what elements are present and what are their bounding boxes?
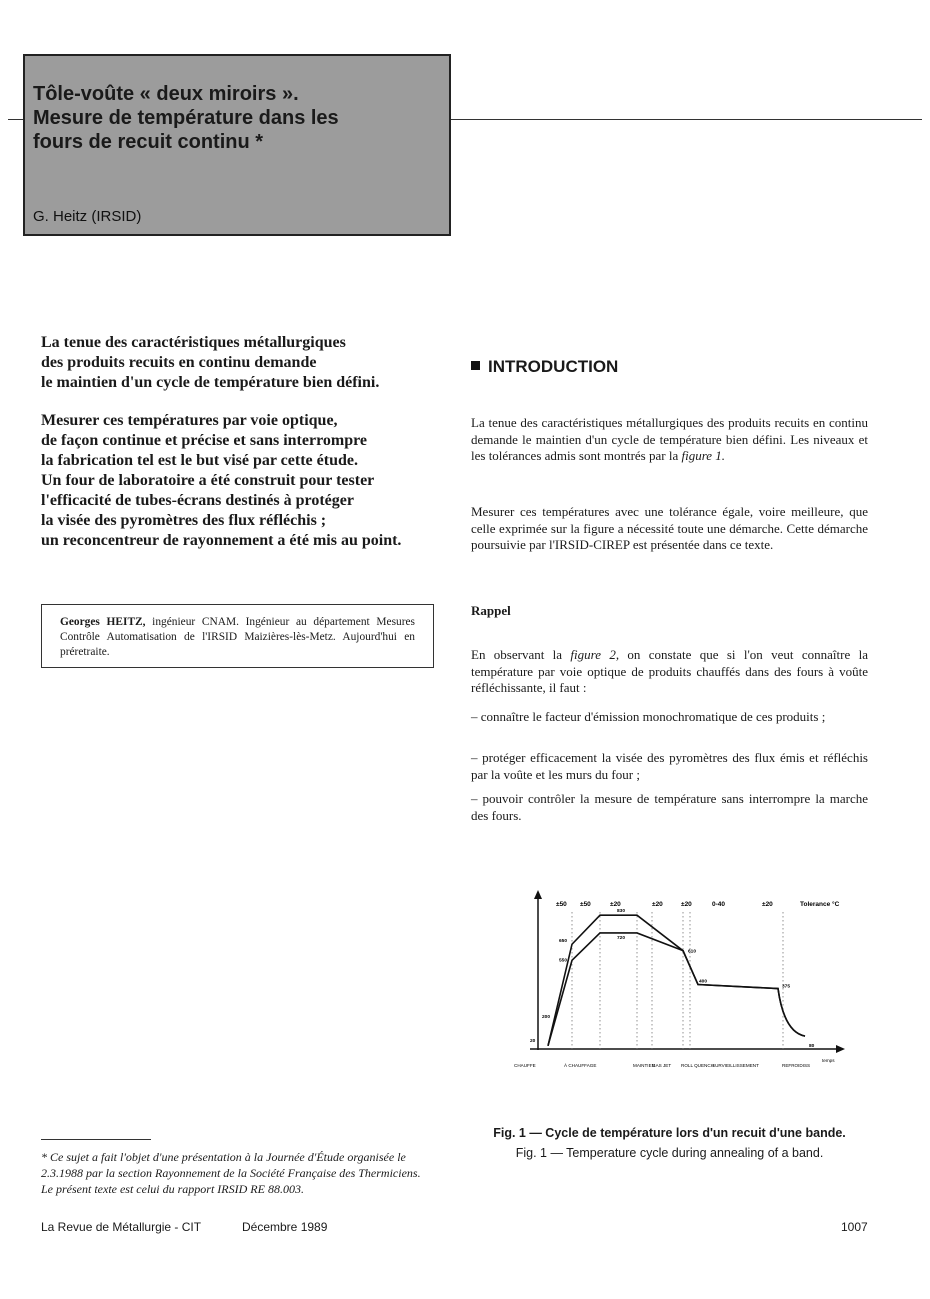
section-heading-rappel: Rappel [471,603,511,618]
bio-text: ingénieur CNAM. Ingénieur au département Mesures Contrôle Automatisation de l'IRSID Maizières-lès-Metz. Aujourd'hui en préretraite. [60,616,415,658]
tolerance-axis-label: Tolerance °C [800,901,840,908]
lead-line: des produits recuits en continu demande [41,354,317,371]
tolerance-label-4: ±20 [652,901,663,908]
temperature-series-line-1 [548,933,805,1046]
tolerance-label-7: ±20 [762,901,773,908]
point-value-label: 375 [782,984,791,990]
point-value-label: 830 [617,909,626,915]
phase-label: À CHAUFFAGE [564,1063,597,1068]
title-line-2: Mesure de température dans les [33,107,339,129]
figure-caption-fr: Fig. 1 — Cycle de température lors d'un recuit d'une bande. [493,1126,846,1140]
lead-line: le maintien d'un cycle de température bien défini. [41,374,380,391]
square-bullet-icon [471,361,480,370]
footer-journal: La Revue de Métallurgie - CIT [41,1220,202,1234]
intro-paragraph-2: Mesurer ces températures avec une tolérance égale, voire meilleure, que celle exprimée sur la figure a nécessité toute une démarche. Cette démarche poursuivie par l'IRSID-CIREP est présentée dans ce texte. [471,504,868,552]
lead-line: un reconcentreur de rayonnement a été mis au point. [41,532,402,549]
lead-line: la visée des pyromètres des flux réfléchis ; [41,512,327,529]
point-value-label: 550 [559,958,568,964]
figure-caption-en: Fig. 1 — Temperature cycle during annealing of a band. [515,1146,824,1160]
tolerance-label-2: ±50 [580,901,591,908]
y-axis-arrow-icon [534,890,542,899]
lead-line: de façon continue et précise et sans interrompre [41,432,368,449]
rappel-item-2: – protéger efficacement la visée des pyromètres des flux émis et réfléchis par la voûte et les murs du four ; [471,750,868,782]
title-line-1: Tôle-voûte « deux miroirs ». [33,83,299,105]
point-value-label: 200 [542,1015,551,1020]
footer-date: Décembre 1989 [242,1220,328,1234]
temperature-cycle-chart [500,890,860,1085]
rappel-item-1: – connaître le facteur d'émission monochromatique de ces produits ; [471,709,826,724]
point-value-label: 80 [809,1044,815,1049]
figure-reference: figure 2, [570,647,620,662]
rappel-item-3: – pouvoir contrôler la mesure de température sans interrompre la marche des fours. [471,791,868,823]
intro-paragraph-1: La tenue des caractéristiques métallurgiques des produits recuits en continu demande le maintien d'un cycle de température bien défini. Les niveaux et les tolérances admis sont montrés par la figure 1. [471,415,868,463]
phase-label: SURVIEILLISSEMENT [712,1063,759,1068]
point-value-label: 20 [530,1039,536,1044]
lead-line: l'efficacité de tubes-écrans destinés à protéger [41,492,354,509]
lead-line: Un four de laboratoire a été construit pour tester [41,472,375,489]
lead-line: la fabrication tel est le but visé par cette étude. [41,452,358,469]
footnote: * Ce sujet a fait l'objet d'une présentation à la Journée d'Étude organisée le 2.3.1988 par la section Rayonnement de la Société Française des Thermiciens. Le présent texte est celui du rapport IRSID RE 88.003. [41,1150,421,1196]
temperature-series-line-2 [548,915,805,1046]
footnote-rule [41,1139,151,1140]
title-line-3: fours de recuit continu * [33,131,264,153]
point-value-label: 720 [617,935,626,941]
x-axis-label: temps [822,1058,835,1063]
phase-label: ROLL QUENCH [681,1063,715,1068]
phase-label: CHAUFFE [514,1063,536,1068]
lead-line: La tenue des caractéristiques métallurgiques [41,334,346,351]
tolerance-label-6: 0-40 [712,901,726,908]
lead-line: Mesurer ces températures par voie optique, [41,412,338,429]
header-rule-left [8,119,24,120]
point-value-label: 650 [559,939,568,945]
header-rule-right [451,119,922,120]
figure-reference: figure 1. [681,448,726,463]
phase-label: REFROIDISS [782,1063,811,1068]
x-axis-arrow-icon [836,1045,845,1053]
author: G. Heitz (IRSID) [33,208,142,225]
rappel-paragraph: En observant la figure 2, on constate que si l'on veut connaître la température par voie optique de produits chauffés dans des fours à voûte réfléchissante, il faut : [471,647,868,695]
tolerance-label-3: ±20 [610,901,621,908]
tolerance-label-5: ±20 [681,901,692,908]
author-bio-box [41,604,434,668]
point-value-label: 610 [688,949,697,955]
section-heading-introduction: INTRODUCTION [471,357,618,377]
phase-label: GAS JET [652,1063,672,1068]
title-box [23,54,451,236]
page-number: 1007 [841,1220,868,1234]
bio-name: Georges HEITZ, [60,616,146,628]
point-value-label: 400 [699,979,708,985]
tolerance-label-1: ±50 [556,901,567,908]
phase-label: MAINTIEN [633,1063,655,1068]
